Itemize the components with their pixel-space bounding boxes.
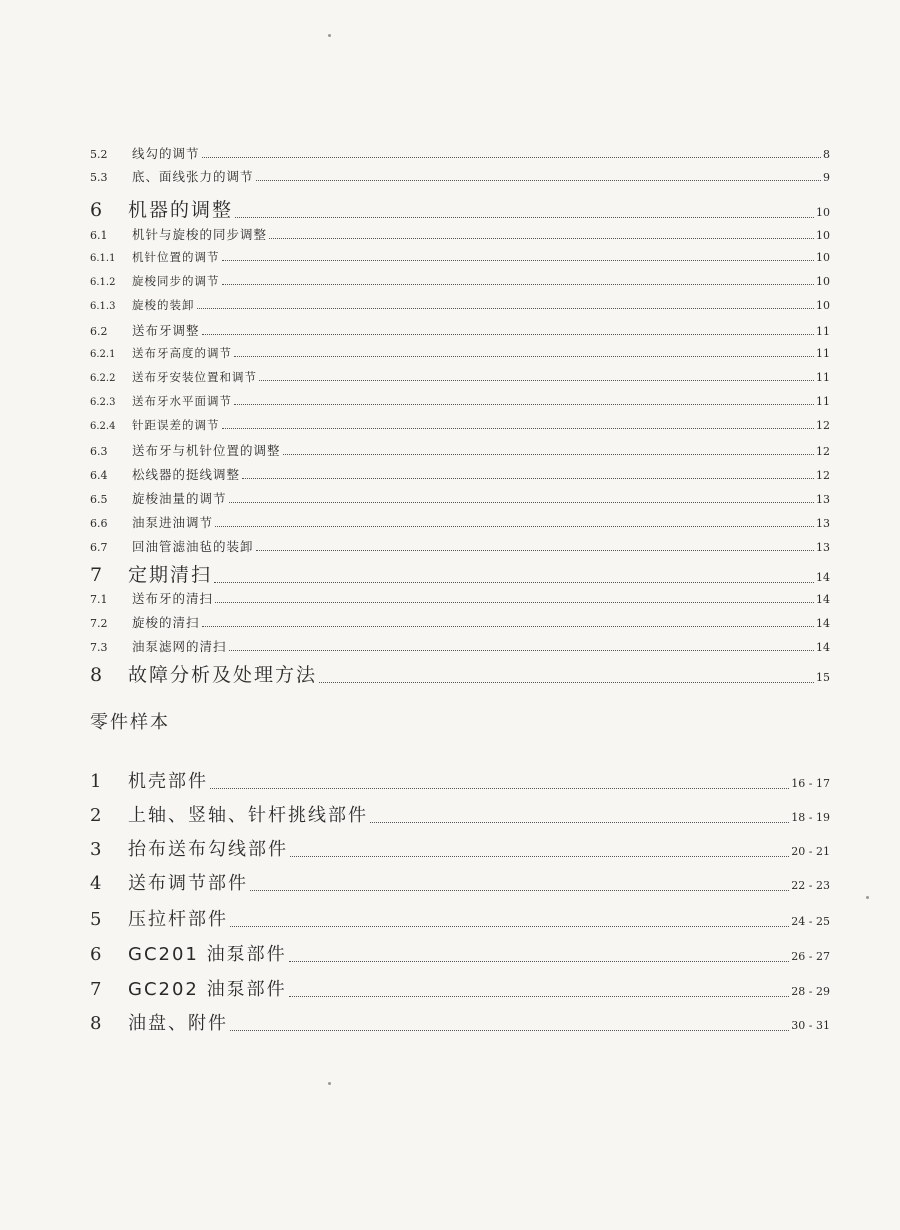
toc-entry-title: 油泵进油调节 xyxy=(132,515,214,530)
toc-entry-page: 13 xyxy=(816,541,830,554)
toc-entry xyxy=(90,560,830,587)
toc-entry-number: 6.7 xyxy=(90,541,108,554)
part-entry-number: 2 xyxy=(90,805,102,826)
part-entry-number: 6 xyxy=(90,944,102,965)
toc-entry xyxy=(90,660,830,687)
dot-leader xyxy=(210,788,789,789)
toc-entry-page: 11 xyxy=(816,395,830,408)
toc-entry-number: 5.3 xyxy=(90,171,108,184)
toc-entry-page: 12 xyxy=(816,469,830,482)
part-entry-title: 送布调节部件 xyxy=(128,873,248,894)
toc-entry-page: 10 xyxy=(816,206,830,219)
part-entry xyxy=(90,905,830,931)
part-entry-title: 油盘、附件 xyxy=(128,1013,228,1034)
part-entry-title: GC201 油泵部件 xyxy=(128,944,287,965)
toc-entry-title: 回油管滤油毡的装卸 xyxy=(132,539,254,554)
dot-leader xyxy=(256,550,814,551)
toc-entry xyxy=(90,537,830,555)
part-entry-page: 22 - 23 xyxy=(791,879,830,892)
dot-leader xyxy=(222,260,815,261)
part-entry-title: 压拉杆部件 xyxy=(128,909,228,930)
part-entry-page: 18 - 19 xyxy=(791,811,830,824)
dot-leader xyxy=(202,157,821,158)
dot-leader xyxy=(283,454,814,455)
toc-entry xyxy=(90,167,830,185)
toc-entry xyxy=(90,465,830,483)
toc-entry-title: 旋梭的清扫 xyxy=(132,615,200,630)
dot-leader xyxy=(202,626,814,627)
toc-entry-page: 8 xyxy=(823,148,830,161)
toc-entry-title: 送布牙安装位置和调节 xyxy=(132,370,257,384)
toc-entry-title: 旋梭油量的调节 xyxy=(132,491,227,506)
part-entry xyxy=(90,869,830,895)
toc-entry xyxy=(90,345,830,361)
toc-entry xyxy=(90,393,830,409)
paper-speck xyxy=(328,1082,331,1085)
toc-entry-title: 线勾的调节 xyxy=(132,146,200,161)
toc-entry xyxy=(90,144,830,162)
part-entry-page: 16 - 17 xyxy=(791,777,830,790)
toc-entry-page: 12 xyxy=(816,419,830,432)
part-entry xyxy=(90,940,830,966)
toc-entry-number: 7 xyxy=(90,564,103,586)
toc-entry-title: 针距误差的调节 xyxy=(132,418,220,432)
toc-entry xyxy=(90,441,830,459)
part-entry-number: 4 xyxy=(90,873,102,894)
toc-entry-title: 送布牙与机针位置的调整 xyxy=(132,443,281,458)
part-entry xyxy=(90,801,830,827)
toc-entry xyxy=(90,489,830,507)
part-entry-page: 26 - 27 xyxy=(791,950,830,963)
toc-entry xyxy=(90,369,830,385)
toc-entry xyxy=(90,195,830,222)
toc-entry-number: 6.1.2 xyxy=(90,277,116,288)
dot-leader xyxy=(242,478,814,479)
dot-leader xyxy=(222,428,815,429)
dot-leader xyxy=(250,890,789,891)
toc-entry-page: 14 xyxy=(816,571,830,584)
dot-leader xyxy=(235,217,814,218)
toc-entry-number: 6.4 xyxy=(90,469,108,482)
part-entry-number: 7 xyxy=(90,979,102,1000)
dot-leader xyxy=(222,284,815,285)
toc-entry-page: 13 xyxy=(816,517,830,530)
dot-leader xyxy=(234,404,814,405)
toc-entry-page: 15 xyxy=(816,671,830,684)
part-entry-number: 3 xyxy=(90,839,102,860)
dot-leader xyxy=(234,356,814,357)
dot-leader xyxy=(229,650,814,651)
toc-entry-title: 定期清扫 xyxy=(128,564,213,586)
toc-entry xyxy=(90,417,830,433)
toc-entry-title: 底、面线张力的调节 xyxy=(132,169,254,184)
toc-entry-number: 7.1 xyxy=(90,593,108,606)
paper-speck xyxy=(328,34,331,37)
dot-leader xyxy=(319,682,814,683)
dot-leader xyxy=(197,308,815,309)
toc-entry-number: 6 xyxy=(90,199,103,221)
toc-entry-page: 12 xyxy=(816,445,830,458)
toc-entry-title: 旋梭的装卸 xyxy=(132,298,195,312)
toc-entry-title: 油泵滤网的清扫 xyxy=(132,639,227,654)
toc-entry-number: 6.1.3 xyxy=(90,301,116,312)
toc-entry xyxy=(90,273,830,289)
dot-leader xyxy=(256,180,821,181)
toc-entry-title: 送布牙高度的调节 xyxy=(132,346,232,360)
part-entry-page: 24 - 25 xyxy=(791,915,830,928)
toc-entry-title: 机针与旋梭的同步调整 xyxy=(132,227,268,242)
toc-entry-title: 机针位置的调节 xyxy=(132,250,220,264)
toc-entry xyxy=(90,513,830,531)
part-entry-number: 8 xyxy=(90,1013,102,1034)
toc-entry-number: 6.2.2 xyxy=(90,373,116,384)
toc-entry-title: 送布牙调整 xyxy=(132,323,200,338)
toc-entry-number: 6.2.3 xyxy=(90,397,116,408)
toc-entry xyxy=(90,613,830,631)
toc-entry xyxy=(90,297,830,313)
toc-entry-title: 故障分析及处理方法 xyxy=(128,664,318,686)
toc-entry-title: 旋梭同步的调节 xyxy=(132,274,220,288)
dot-leader xyxy=(289,996,790,997)
toc-entry-page: 9 xyxy=(823,171,830,184)
dot-leader xyxy=(269,238,814,239)
dot-leader xyxy=(289,961,790,962)
part-entry-page: 28 - 29 xyxy=(791,985,830,998)
dot-leader xyxy=(215,526,814,527)
toc-entry xyxy=(90,249,830,265)
part-entry-number: 1 xyxy=(90,771,102,792)
dot-leader xyxy=(215,602,814,603)
part-entry xyxy=(90,835,830,861)
toc-entry-number: 6.1.1 xyxy=(90,253,116,264)
toc-entry-page: 10 xyxy=(816,229,830,242)
toc-entry-title: 机器的调整 xyxy=(128,199,234,221)
dot-leader xyxy=(202,334,814,335)
toc-entry-page: 14 xyxy=(816,617,830,630)
toc-entry-page: 11 xyxy=(816,371,830,384)
toc-entry-number: 6.2.1 xyxy=(90,349,116,360)
dot-leader xyxy=(230,1030,789,1031)
toc-entry-number: 6.1 xyxy=(90,229,108,242)
toc-entry-number: 5.2 xyxy=(90,148,108,161)
dot-leader xyxy=(370,822,789,823)
toc-entry-number: 6.2 xyxy=(90,325,108,338)
dot-leader xyxy=(230,926,789,927)
toc-entry xyxy=(90,589,830,607)
toc-entry-title: 松线器的挺线调整 xyxy=(132,467,241,482)
toc-entry xyxy=(90,225,830,243)
toc-entry-number: 8 xyxy=(90,664,103,686)
toc-entry-number: 6.5 xyxy=(90,493,108,506)
part-entry xyxy=(90,975,830,1001)
part-entry xyxy=(90,767,830,793)
toc-entry-page: 10 xyxy=(816,299,830,312)
toc-entry-page: 14 xyxy=(816,593,830,606)
part-entry xyxy=(90,1009,830,1035)
toc-entry xyxy=(90,321,830,339)
part-entry-title: 机壳部件 xyxy=(128,771,208,792)
dot-leader xyxy=(290,856,789,857)
part-entry-page: 20 - 21 xyxy=(791,845,830,858)
toc-entry-page: 13 xyxy=(816,493,830,506)
toc-entry xyxy=(90,637,830,655)
parts-heading: 零件样本 xyxy=(90,712,170,733)
toc-entry-number: 7.2 xyxy=(90,617,108,630)
toc-entry-page: 11 xyxy=(816,325,830,338)
toc-entry-number: 6.3 xyxy=(90,445,108,458)
dot-leader xyxy=(214,582,814,583)
toc-entry-page: 10 xyxy=(816,251,830,264)
dot-leader xyxy=(259,380,814,381)
toc-entry-page: 10 xyxy=(816,275,830,288)
toc-entry-number: 6.2.4 xyxy=(90,421,116,432)
toc-entry-title: 送布牙的清扫 xyxy=(132,591,214,606)
toc-entry-page: 11 xyxy=(816,347,830,360)
dot-leader xyxy=(229,502,814,503)
toc-entry-number: 6.6 xyxy=(90,517,108,530)
toc-entry-page: 14 xyxy=(816,641,830,654)
paper-speck xyxy=(866,896,869,899)
toc-entry-title: 送布牙水平面调节 xyxy=(132,394,232,408)
part-entry-title: 上轴、竖轴、针杆挑线部件 xyxy=(128,805,368,826)
part-entry-title: 抬布送布勾线部件 xyxy=(128,839,288,860)
toc-entry-number: 7.3 xyxy=(90,641,108,654)
part-entry-title: GC202 油泵部件 xyxy=(128,979,287,1000)
part-entry-number: 5 xyxy=(90,909,102,930)
part-entry-page: 30 - 31 xyxy=(791,1019,830,1032)
